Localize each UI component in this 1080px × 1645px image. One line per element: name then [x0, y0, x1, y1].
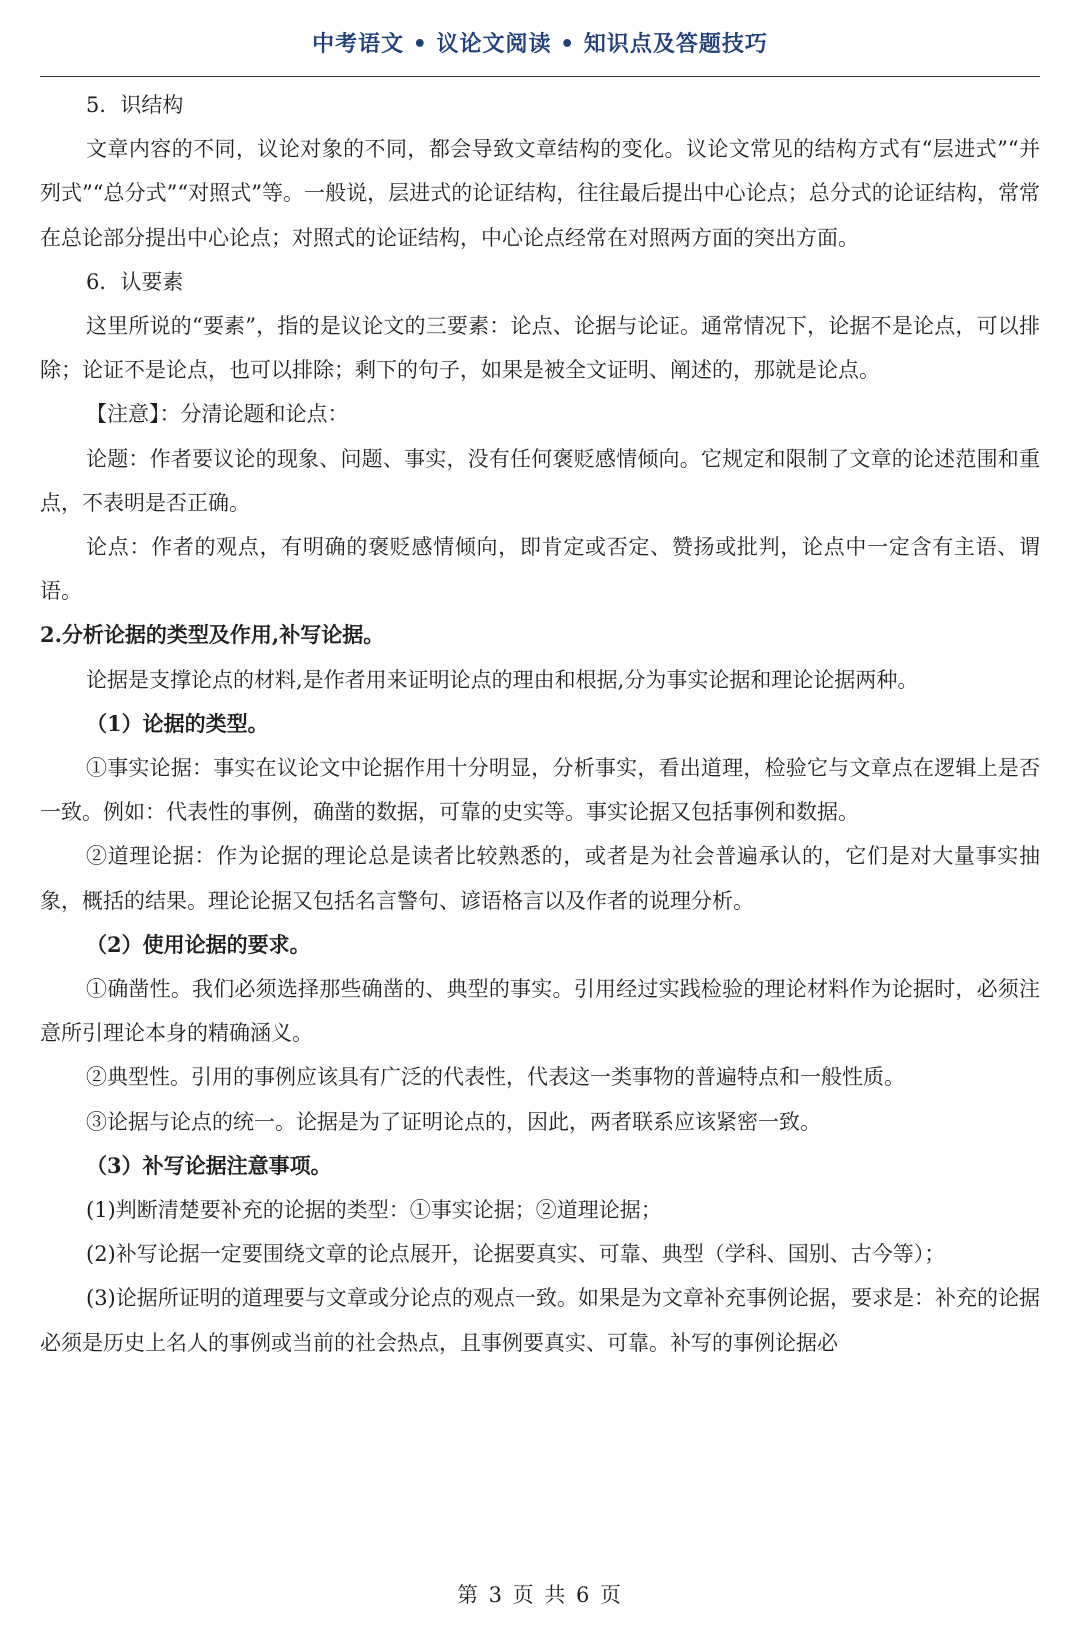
- page-number: 第 3 页 共 6 页: [456, 1583, 624, 1607]
- paragraph: 论题：作者要议论的现象、问题、事实，没有任何褒贬感情倾向。它规定和限制了文章的论述范围和重点，不表明是否正确。: [40, 446, 1040, 515]
- section-heading-elements: 6．认要素: [86, 269, 184, 294]
- paragraph: (2)补写论据一定要围绕文章的论点展开，论据要真实、可靠、典型（学科、国别、古今等）；: [86, 1242, 946, 1267]
- document-body: [40, 83, 1040, 1365]
- paragraph: 论点：作者的观点，有明确的褒贬感情倾向，即肯定或否定、赞扬或批判，论点中一定含有主语、谓语。: [40, 535, 1040, 604]
- paragraph: (1)判断清楚要补充的论据的类型：①事实论据；②道理论据；: [86, 1198, 662, 1223]
- header-divider: [40, 76, 1040, 77]
- paragraph: 文章内容的不同，议论对象的不同，都会导致文章结构的变化。议论文常见的结构方式有“层进式”“并列式”“总分式”“对照式”等。一般说，层进式的论证结构，往往最后提出中心论点；总分式的论证结构，常常在总论部分提出中心论点；对照式的论证结构，中心论点经常在对照两方面的突出方面。: [40, 137, 1040, 250]
- paragraph: 这里所说的“要素”，指的是议论文的三要素：论点、论据与论证。通常情况下，论据不是论点，可以排除；论证不是论点，也可以排除；剩下的句子，如果是被全文证明、阐述的，那就是论点。: [40, 314, 1040, 383]
- page-header: [40, 28, 1040, 78]
- subheading-evidence-supplement: （3）补写论据注意事项。: [86, 1152, 332, 1178]
- section-heading-structure: 5．识结构: [86, 93, 184, 117]
- paragraph: ③论据与论点的统一。论据是为了证明论点的，因此，两者联系应该紧密一致。: [86, 1109, 821, 1134]
- paragraph: (3)论据所证明的道理要与文章或分论点的观点一致。如果是为文章补充事例论据，要求是：补充的论据必须是历史上名人的事例或当前的社会热点，且事例要真实、可靠。补写的事例论据必: [40, 1286, 1040, 1355]
- note-heading: 【注意】：分清论题和论点：: [86, 402, 349, 427]
- paragraph: ②道理论据：作为论据的理论总是读者比较熟悉的，或者是为社会普遍承认的，它们是对大量事实抽象，概括的结果。理论论据又包括名言警句、谚语格言以及作者的说理分析。: [40, 844, 1040, 913]
- paragraph: ①事实论据：事实在议论文中论据作用十分明显，分析事实，看出道理，检验它与文章点在逻辑上是否一致。例如：代表性的事例，确凿的数据，可靠的史实等。事实论据又包括事例和数据。: [40, 756, 1040, 825]
- header-title: 中考语文 • 议论文阅读 • 知识点及答题技巧: [312, 32, 768, 57]
- subheading-evidence-types: （1）论据的类型。: [86, 710, 269, 736]
- section-heading-evidence: 2.分析论据的类型及作用,补写论据。: [40, 622, 385, 648]
- subheading-evidence-requirements: （2）使用论据的要求。: [86, 931, 311, 957]
- paragraph: ①确凿性。我们必须选择那些确凿的、典型的事实。引用经过实践检验的理论材料作为论据时，必须注意所引理论本身的精确涵义。: [40, 977, 1040, 1046]
- paragraph: 论据是支撑论点的材料,是作者用来证明论点的理由和根据,分为事实论据和理论论据两种。: [86, 667, 919, 692]
- paragraph: ②典型性。引用的事例应该具有广泛的代表性，代表这一类事物的普遍特点和一般性质。: [86, 1065, 905, 1090]
